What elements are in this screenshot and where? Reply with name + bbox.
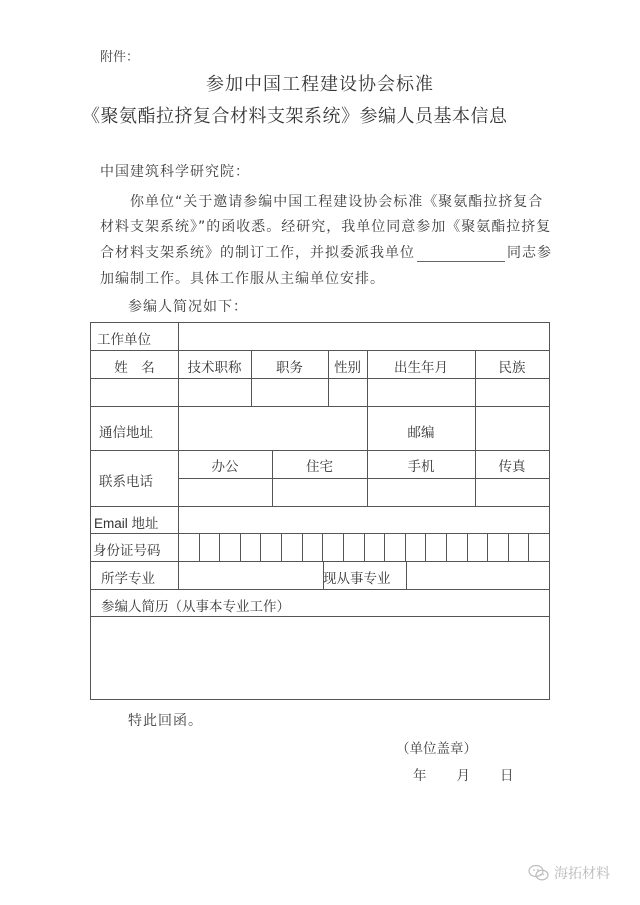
watermark-text: 海拓材料 <box>554 866 610 882</box>
id-number-label: 身份证号码 <box>93 543 161 559</box>
paragraph-line-1: 你单位“关于邀请参编中国工程建设协会标准《聚氨酯拉挤复合 <box>130 194 544 210</box>
date-month-label: 月 <box>456 768 470 784</box>
phone-label: 联系电话 <box>99 474 153 490</box>
row-divider <box>91 350 549 351</box>
row-divider <box>91 450 549 451</box>
intro-text: 参编人简况如下： <box>128 299 248 315</box>
closing-text: 特此回函。 <box>128 713 203 729</box>
current-major-label: 现从事专业 <box>323 571 391 587</box>
id-digit-box[interactable] <box>384 533 405 561</box>
id-digit-box[interactable] <box>487 533 508 561</box>
header-title: 技术职称 <box>187 360 242 376</box>
major-label: 所学专业 <box>101 571 155 587</box>
email-label: Email 地址 <box>94 516 159 531</box>
id-digit-box[interactable] <box>178 533 199 561</box>
header-name: 姓 名 <box>114 360 155 376</box>
title-line-2: 《聚氨酯拉挤复合材料支架系统》参编人员基本信息 <box>82 106 508 127</box>
id-digit-box[interactable] <box>425 533 446 561</box>
paragraph-line-3-after: 同志参 <box>507 245 552 261</box>
name-field[interactable] <box>91 379 178 406</box>
id-digit-box[interactable] <box>322 533 343 561</box>
paragraph-line-2: 材料支架系统》”的函收悉。经研究，我单位同意参加《聚氨酯拉挤复 <box>100 219 552 235</box>
phone-header-mobile: 手机 <box>407 459 435 475</box>
id-digit-box[interactable] <box>199 533 220 561</box>
paragraph-line-3-before: 合材料支架系统》的制订工作，并拟委派我单位 <box>100 245 415 261</box>
row-divider <box>91 589 549 590</box>
title-line-1: 参加中国工程建设协会标准 <box>206 74 434 95</box>
postcode-field[interactable] <box>476 407 549 450</box>
address-label: 通信地址 <box>99 425 153 441</box>
id-digit-box[interactable] <box>260 533 281 561</box>
work-unit-field[interactable] <box>179 323 549 350</box>
title-field[interactable] <box>179 379 251 406</box>
id-digit-box[interactable] <box>343 533 364 561</box>
id-digit-box[interactable] <box>219 533 240 561</box>
header-birth: 出生年月 <box>394 360 448 376</box>
id-digit-box[interactable] <box>240 533 261 561</box>
date-day-label: 日 <box>500 768 514 784</box>
major-field[interactable] <box>179 562 323 589</box>
gender-field[interactable] <box>329 379 367 406</box>
resume-label: 参编人简历（从事本专业工作） <box>101 599 290 615</box>
header-gender: 性别 <box>334 360 361 376</box>
phone-header-home: 住宅 <box>306 459 333 475</box>
phone-fax-field[interactable] <box>476 479 549 506</box>
id-digit-box[interactable] <box>281 533 302 561</box>
paragraph-line-4: 加编制工作。具体工作服从主编单位安排。 <box>100 271 385 287</box>
phone-home-field[interactable] <box>273 479 367 506</box>
id-digit-box[interactable] <box>508 533 529 561</box>
header-ethnicity: 民族 <box>498 360 526 376</box>
recipient: 中国建筑科学研究院： <box>100 164 250 180</box>
id-digit-box[interactable] <box>364 533 385 561</box>
address-field[interactable] <box>179 407 367 450</box>
id-digit-box[interactable] <box>405 533 426 561</box>
info-form-table <box>90 322 550 700</box>
id-digit-box[interactable] <box>302 533 323 561</box>
email-field[interactable] <box>179 507 549 533</box>
attachment-label: 附件： <box>100 50 140 65</box>
seal-label: （单位盖章） <box>396 741 477 757</box>
postcode-label: 邮编 <box>407 425 435 441</box>
work-unit-label: 工作单位 <box>97 332 151 348</box>
delegate-name-blank[interactable] <box>417 247 505 262</box>
id-digit-box[interactable] <box>528 533 549 561</box>
wechat-icon <box>528 864 550 882</box>
current-major-field[interactable] <box>407 562 549 589</box>
header-position: 职务 <box>276 360 303 376</box>
phone-office-field[interactable] <box>179 479 272 506</box>
position-field[interactable] <box>252 379 328 406</box>
phone-mobile-field[interactable] <box>368 479 475 506</box>
paragraph-line-3 <box>100 242 552 262</box>
id-digit-box[interactable] <box>467 533 488 561</box>
date-line <box>413 764 514 784</box>
date-year-label: 年 <box>413 768 427 784</box>
phone-header-office: 办公 <box>211 459 239 475</box>
resume-field[interactable] <box>91 617 549 699</box>
birth-field[interactable] <box>368 379 475 406</box>
id-digit-box[interactable] <box>446 533 467 561</box>
watermark <box>528 863 610 883</box>
phone-header-fax: 传真 <box>498 459 526 475</box>
ethnicity-field[interactable] <box>476 379 549 406</box>
